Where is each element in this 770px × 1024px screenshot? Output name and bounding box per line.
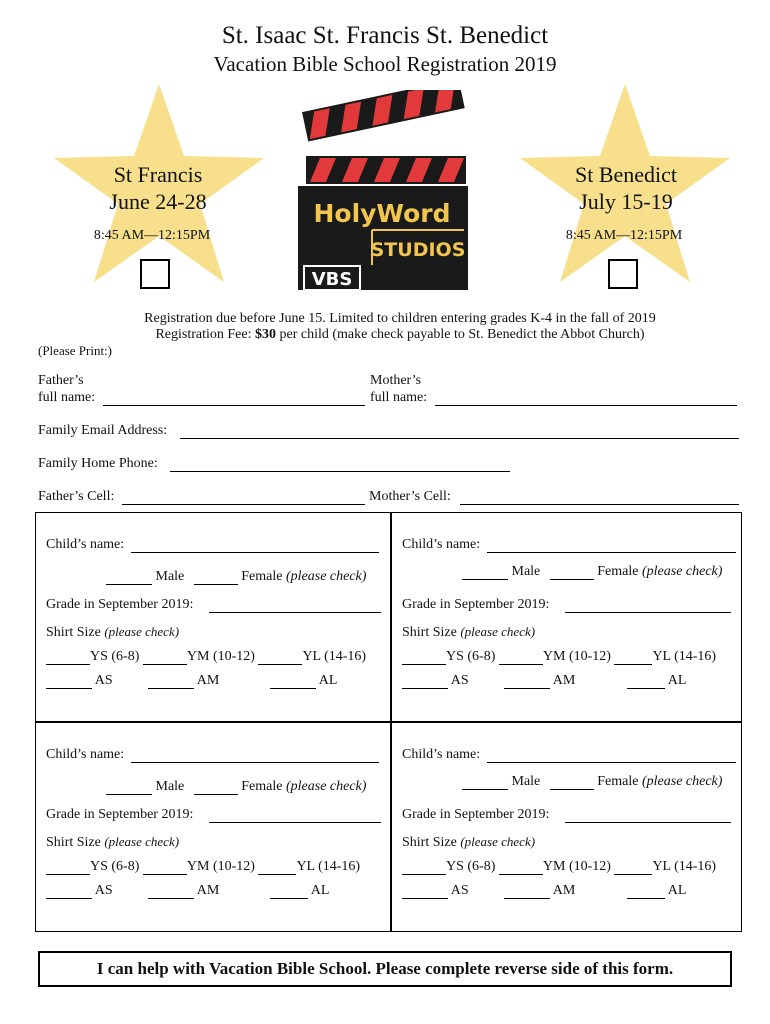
as-label: AS: [94, 883, 113, 898]
holyword-studios-logo: [294, 90, 476, 295]
shirt-size-label: Shirt Size: [402, 625, 457, 640]
session-2-dates: July 15-19: [579, 189, 673, 214]
home-phone-label: Family Home Phone:: [38, 456, 158, 471]
ym-check[interactable]: [143, 650, 187, 665]
female-check-field[interactable]: [550, 775, 594, 790]
am-check[interactable]: [504, 674, 550, 689]
male-check-field[interactable]: [462, 565, 508, 580]
yl-label: YL (14-16): [652, 859, 717, 874]
page-title: St. Isaac St. Francis St. Benedict: [221, 22, 549, 49]
ym-label: YM (10-12): [542, 649, 611, 664]
shirt-please-check: (please check): [104, 624, 180, 639]
yl-check[interactable]: [614, 860, 652, 875]
al-check[interactable]: [270, 884, 308, 899]
page-subtitle: Vacation Bible School Registration 2019: [213, 52, 557, 76]
clapperboard-icon: [294, 90, 476, 295]
please-check-note: (please check): [285, 779, 367, 794]
child-name-label: Child’s name:: [46, 537, 125, 552]
shirt-size-label: Shirt Size: [402, 835, 457, 850]
male-check-field[interactable]: [106, 570, 152, 585]
father-label-2: full name:: [38, 390, 96, 405]
male-label: Male: [155, 569, 185, 584]
child-name-label: Child’s name:: [402, 747, 481, 762]
shirt-please-check: (please check): [460, 624, 536, 639]
registration-fee-line: [0, 327, 770, 343]
mother-label-2: full name:: [370, 390, 428, 405]
ys-label: YS (6-8): [90, 649, 140, 664]
logo-line1: HolyWord: [313, 199, 451, 228]
session-2-checkbox[interactable]: [608, 259, 638, 289]
as-check[interactable]: [402, 884, 448, 899]
am-check[interactable]: [504, 884, 550, 899]
al-label: AL: [667, 883, 687, 898]
yl-label: YL (14-16): [652, 649, 717, 664]
ys-check[interactable]: [402, 860, 446, 875]
volunteer-footer: I can help with Vacation Bible School. Please complete reverse side of this form.: [38, 951, 732, 987]
al-check[interactable]: [627, 674, 665, 689]
yl-check[interactable]: [258, 860, 296, 875]
female-label: Female: [241, 569, 283, 584]
ys-label: YS (6-8): [90, 859, 140, 874]
logo-line2: STUDIOS: [370, 239, 466, 261]
al-check[interactable]: [270, 674, 316, 689]
yl-check[interactable]: [258, 650, 302, 665]
yl-check[interactable]: [614, 650, 652, 665]
email-label: Family Email Address:: [38, 423, 168, 438]
fee-suffix: per child (make check payable to St. Benedict the Abbot Church): [275, 327, 645, 342]
am-label: AM: [552, 673, 576, 688]
grade-field[interactable]: [565, 598, 731, 613]
am-label: AM: [552, 883, 576, 898]
child-name-field[interactable]: [131, 748, 379, 763]
grade-field[interactable]: [209, 808, 381, 823]
session-1-checkbox[interactable]: [140, 259, 170, 289]
as-check[interactable]: [46, 674, 92, 689]
female-check-field[interactable]: [194, 570, 238, 585]
as-label: AS: [94, 673, 113, 688]
female-label: Female: [597, 564, 639, 579]
as-check[interactable]: [46, 884, 92, 899]
shirt-size-label: Shirt Size: [46, 835, 101, 850]
am-check[interactable]: [148, 884, 194, 899]
female-check-field[interactable]: [194, 780, 238, 795]
fee-prefix: Registration Fee:: [155, 327, 255, 342]
shirt-please-check: (please check): [104, 834, 180, 849]
ym-check[interactable]: [499, 650, 543, 665]
shirt-please-check: (please check): [460, 834, 536, 849]
ys-check[interactable]: [402, 650, 446, 665]
am-check[interactable]: [148, 674, 194, 689]
father-cell-label: Father’s Cell:: [38, 489, 115, 504]
shirt-size-label: Shirt Size: [46, 625, 101, 640]
grade-label: Grade in September 2019:: [402, 807, 550, 822]
grade-label: Grade in September 2019:: [46, 597, 194, 612]
grid-horizontal-divider: [35, 721, 742, 723]
male-check-field[interactable]: [462, 775, 508, 790]
child-name-field[interactable]: [487, 748, 736, 763]
session-2-time: 8:45 AM—12:15PM: [565, 228, 683, 243]
grade-label: Grade in September 2019:: [402, 597, 550, 612]
al-label: AL: [667, 673, 687, 688]
as-label: AS: [450, 673, 469, 688]
al-label: AL: [310, 883, 330, 898]
registration-deadline: Registration due before June 15. Limited to children entering grades K-4 in the fall of 2019: [144, 311, 656, 326]
grade-field[interactable]: [565, 808, 731, 823]
male-check-field[interactable]: [106, 780, 152, 795]
female-label: Female: [241, 779, 283, 794]
al-label: AL: [318, 673, 338, 688]
female-check-field[interactable]: [550, 565, 594, 580]
father-cell-field[interactable]: [122, 490, 365, 505]
father-label-1: Father’s: [38, 373, 84, 388]
ys-check[interactable]: [46, 650, 90, 665]
mother-label-1: Mother’s: [370, 373, 422, 388]
please-print: (Please Print:): [38, 343, 113, 358]
ym-label: YM (10-12): [186, 649, 255, 664]
female-label: Female: [597, 774, 639, 789]
male-label: Male: [155, 779, 185, 794]
child-name-label: Child’s name:: [46, 747, 125, 762]
grade-field[interactable]: [209, 598, 381, 613]
ym-label: YM (10-12): [186, 859, 255, 874]
mother-cell-field[interactable]: [460, 490, 739, 505]
child-name-field[interactable]: [131, 538, 379, 553]
ym-label: YM (10-12): [542, 859, 611, 874]
ys-label: YS (6-8): [446, 649, 496, 664]
grade-label: Grade in September 2019:: [46, 807, 194, 822]
child-name-label: Child’s name:: [402, 537, 481, 552]
male-label: Male: [511, 774, 541, 789]
male-label: Male: [511, 564, 541, 579]
ym-check[interactable]: [143, 860, 187, 875]
please-check-note: (please check): [285, 569, 367, 584]
yl-label: YL (14-16): [296, 859, 361, 874]
fee-amount: $30: [254, 327, 276, 342]
please-check-note: (please check): [641, 564, 723, 579]
please-check-note: (please check): [641, 774, 723, 789]
am-label: AM: [196, 673, 220, 688]
as-check[interactable]: [402, 674, 448, 689]
yl-label: YL (14-16): [302, 649, 367, 664]
mother-name-field[interactable]: [435, 391, 737, 406]
logo-badge: VBS: [311, 269, 353, 290]
home-phone-field[interactable]: [170, 457, 510, 472]
father-name-field[interactable]: [103, 391, 365, 406]
am-label: AM: [196, 883, 220, 898]
session-2-name: St Benedict: [574, 162, 678, 187]
session-1-time: 8:45 AM—12:15PM: [93, 228, 211, 243]
email-field[interactable]: [180, 424, 739, 439]
ys-check[interactable]: [46, 860, 90, 875]
as-label: AS: [450, 883, 469, 898]
mother-cell-label: Mother’s Cell:: [369, 489, 451, 504]
al-check[interactable]: [627, 884, 665, 899]
session-1-name: St Francis: [113, 162, 203, 187]
ys-label: YS (6-8): [446, 859, 496, 874]
session-1-dates: June 24-28: [109, 189, 207, 214]
ym-check[interactable]: [499, 860, 543, 875]
child-name-field[interactable]: [487, 538, 736, 553]
